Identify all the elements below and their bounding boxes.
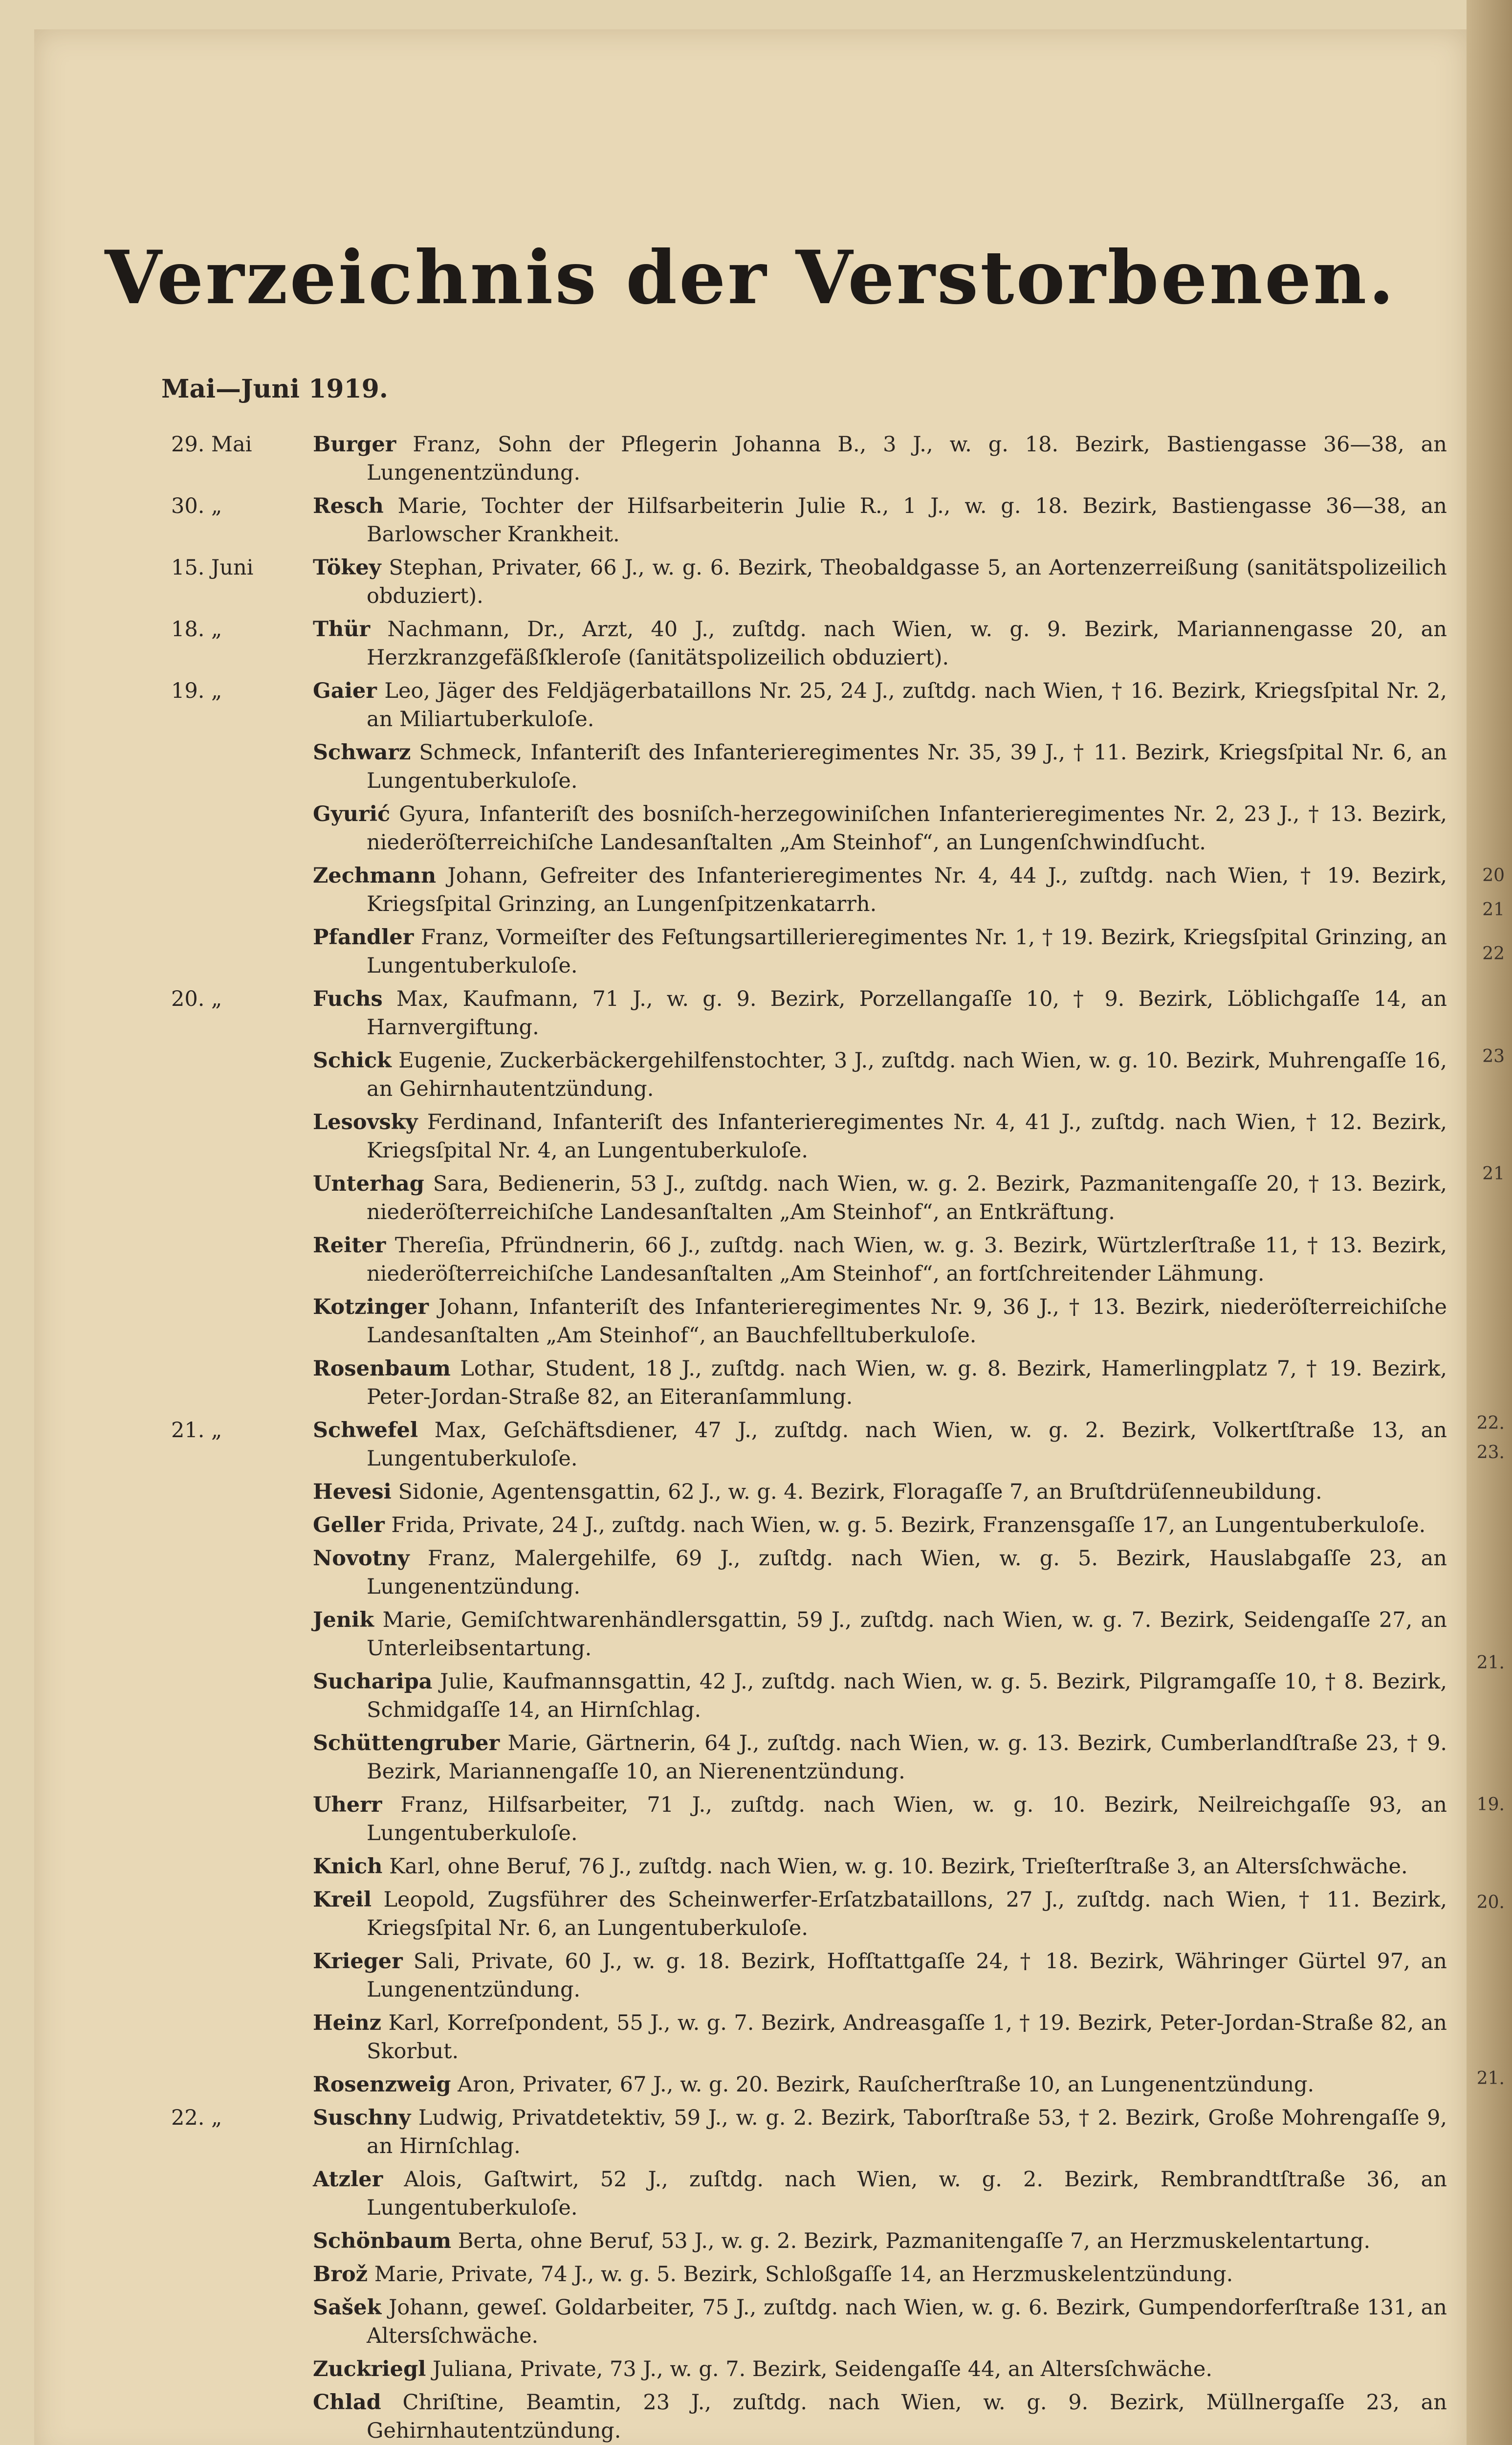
entry-surname: Tökey: [313, 556, 381, 580]
entry-surname: Pfandler: [313, 925, 414, 950]
entry-surname: Gyurić: [313, 802, 391, 826]
entry-text: [313, 1791, 1447, 1847]
entry-details: Marie, Gärtnerin, 64 J., zuſtdg. nach Wien, w. g. 13. Bezirk, Cumberlandſtraße 23, † 9. Bezirk, Mariannengaſſe 10, an Nierenentzündung.: [367, 1731, 1447, 1784]
entry-surname: Schönbaum: [313, 2229, 452, 2253]
entry-date: 15. Juni: [171, 556, 254, 580]
entry-text: [313, 738, 1447, 795]
entry-surname: Knich: [313, 1854, 383, 1879]
entry-details: Johann, geweſ. Goldarbeiter, 75 J., zuſtdg. nach Wien, w. g. 6. Bezirk, Gumpendorferſtraße 131, an Altersſchwäche.: [367, 2295, 1447, 2348]
entry-date: 19. „: [171, 679, 222, 703]
entry-details: Johann, Infanteriſt des Infanterieregimentes Nr. 9, 36 J., † 13. Bezirk, niederöſterreichiſche Landesanſtalten „Am Steinhof“, an Bauchfelltuberkuloſe.: [367, 1295, 1447, 1348]
entry-surname: Sašek: [313, 2295, 382, 2320]
register-entry: [34, 1886, 1467, 1942]
register-entry: [34, 1293, 1467, 1350]
entry-text: [313, 1231, 1447, 1288]
entry-surname: Atzler: [313, 2167, 383, 2192]
entry-details: Alois, Gaſtwirt, 52 J., zuſtdg. nach Wien, w. g. 2. Bezirk, Rembrandtſtraße 36, an Lungentuberkuloſe.: [367, 2167, 1447, 2220]
period-heading: Mai—Juni 1919.: [161, 374, 388, 404]
entry-details: Chriſtine, Beamtin, 23 J., zuſtdg. nach Wien, w. g. 9. Bezirk, Müllnergaſſe 23, an Gehirnhautentzündung.: [367, 2390, 1447, 2443]
entry-text: [313, 677, 1447, 734]
entry-date: 22. „: [171, 2106, 222, 2130]
entry-details: Schmeck, Infanteriſt des Infanterieregimentes Nr. 35, 39 J., † 11. Bezirk, Kriegsſpital Nr. 6, an Lungentuberkuloſe.: [367, 740, 1447, 793]
entry-surname: Brož: [313, 2262, 368, 2287]
entry-text: [313, 862, 1447, 918]
margin-number: 20.: [1476, 1892, 1505, 1912]
register-entry: [34, 2009, 1467, 2066]
entry-text: [313, 1606, 1447, 1663]
entry-surname: Reiter: [313, 1233, 386, 1258]
entry-details: Sali, Private, 60 J., w. g. 18. Bezirk, Hofſtattgaſſe 24, † 18. Bezirk, Währinger Gürtel 97, an Lungenentzündung.: [367, 1949, 1447, 2002]
entry-surname: Zuckriegl: [313, 2357, 426, 2381]
register-entry: [34, 554, 1467, 610]
entry-text: [313, 2227, 1447, 2255]
entry-surname: Unterhag: [313, 1172, 424, 1196]
entry-text: [313, 492, 1447, 549]
register-entry: [34, 1355, 1467, 1411]
entry-surname: Gaier: [313, 679, 377, 703]
entry-surname: Schwarz: [313, 740, 411, 765]
entry-text: [313, 2104, 1447, 2160]
entry-date: 30. „: [171, 494, 222, 518]
register-entry: [34, 800, 1467, 857]
entry-details: Sidonie, Agentensgattin, 62 J., w. g. 4. Bezirk, Floragaſſe 7, an Bruſtdrüſenneubildung.: [391, 1480, 1322, 1504]
entry-text: [313, 1667, 1447, 1724]
entry-text: [313, 1852, 1447, 1881]
entry-details: Lothar, Student, 18 J., zuſtdg. nach Wien, w. g. 8. Bezirk, Hamerlingplatz 7, † 19. Bezirk, Peter-Jordan-Straße 82, an Eiteranſammlung.: [367, 1356, 1447, 1409]
margin-number: 21: [1482, 900, 1505, 920]
entry-details: Thereſia, Pfründnerin, 66 J., zuſtdg. nach Wien, w. g. 3. Bezirk, Würtzlerſtraße 11, † 13. Bezirk, niederöſterreichiſche Landesanſtalten „Am Steinhof“, an fortſchreitender Lähmung.: [367, 1233, 1447, 1286]
death-register-list: [34, 430, 1467, 2445]
entry-text: [313, 1293, 1447, 1350]
entry-text: [313, 1170, 1447, 1226]
register-entry: [34, 2260, 1467, 2289]
entry-surname: Kotzinger: [313, 1295, 429, 1319]
entry-text: [313, 2070, 1447, 2099]
entry-details: Johann, Gefreiter des Infanterieregimentes Nr. 4, 44 J., zuſtdg. nach Wien, † 19. Bezirk, Kriegsſpital Grinzing, an Lungenſpitzenkatarrh.: [367, 864, 1447, 916]
entry-text: [313, 985, 1447, 1042]
register-entry: [34, 1170, 1467, 1226]
entry-details: Ludwig, Privatdetektiv, 59 J., w. g. 2. Bezirk, Taborſtraße 53, † 2. Bezirk, Große Mohrengaſſe 9, an Hirnſchlag.: [367, 2106, 1447, 2158]
margin-number: 19.: [1476, 1795, 1505, 1815]
entry-details: Franz, Vormeiſter des Feſtungsartillerieregimentes Nr. 1, † 19. Bezirk, Kriegsſpital Grinzing, an Lungentuberkuloſe.: [367, 925, 1447, 978]
entry-surname: Chlad: [313, 2390, 381, 2415]
entry-details: Leo, Jäger des Feldjägerbataillons Nr. 25, 24 J., zuſtdg. nach Wien, † 16. Bezirk, Kriegsſpital Nr. 2, an Miliartuberkuloſe.: [367, 679, 1447, 732]
entry-surname: Sucharipa: [313, 1669, 433, 1694]
entry-details: Nachmann, Dr., Arzt, 40 J., zuſtdg. nach Wien, w. g. 9. Bezirk, Mariannengasse 20, an Herzkranzgefäßſkleroſe (ſanitätspolizeilich obduziert).: [367, 617, 1447, 670]
entry-surname: Kreil: [313, 1888, 372, 1912]
register-entry: [34, 1791, 1467, 1847]
entry-details: Frida, Private, 24 J., zuſtdg. nach Wien, w. g. 5. Bezirk, Franzensgaſſe 17, an Lungentuberkuloſe.: [384, 1513, 1426, 1537]
entry-details: Karl, ohne Beruf, 76 J., zuſtdg. nach Wien, w. g. 10. Bezirk, Trieſterſtraße 3, an Altersſchwäche.: [382, 1854, 1408, 1879]
entry-text: [313, 1947, 1447, 2004]
entry-text: [313, 1886, 1447, 1942]
register-entry: [34, 1729, 1467, 1786]
entry-surname: Novotny: [313, 1546, 410, 1571]
entry-text: [313, 1416, 1447, 1473]
entry-text: [313, 800, 1447, 857]
register-entry: [34, 430, 1467, 487]
entry-text: [313, 1108, 1447, 1165]
register-entry: [34, 2388, 1467, 2445]
register-entry: [34, 615, 1467, 672]
margin-number: 23: [1482, 1046, 1505, 1067]
register-entry: [34, 1231, 1467, 1288]
entry-text: [313, 1478, 1447, 1506]
entry-text: [313, 2260, 1447, 2289]
register-entry: [34, 923, 1467, 980]
entry-surname: Rosenbaum: [313, 1356, 451, 1381]
margin-number: 21: [1482, 1164, 1505, 1184]
entry-text: [313, 554, 1447, 610]
entry-surname: Geller: [313, 1513, 385, 1537]
entry-surname: Thür: [313, 617, 371, 642]
entry-details: Stephan, Privater, 66 J., w. g. 6. Bezirk, Theobaldgasse 5, an Aortenzerreißung (sanitätspolizeilich obduziert).: [367, 556, 1447, 608]
page-title: Verzeichnis der Verstorbenen.: [105, 235, 1396, 321]
register-entry: [34, 1544, 1467, 1601]
entry-text: [313, 430, 1447, 487]
entry-date: 21. „: [171, 1418, 222, 1443]
register-entry: [34, 2070, 1467, 2099]
register-entry: [34, 1511, 1467, 1539]
entry-text: [313, 923, 1447, 980]
entry-surname: Suschny: [313, 2106, 411, 2130]
entry-date: 29. Mai: [171, 432, 252, 457]
register-entry: [34, 1606, 1467, 1663]
register-entry: [34, 2293, 1467, 2350]
document-page: [34, 29, 1467, 2445]
entry-date: 20. „: [171, 987, 222, 1011]
entry-surname: Rosenzweig: [313, 2072, 451, 2097]
entry-details: Eugenie, Zuckerbäckergehilfenstochter, 3 J., zuſtdg. nach Wien, w. g. 10. Bezirk, Muhrengaſſe 16, an Gehirnhautentzündung.: [367, 1048, 1447, 1101]
entry-text: [313, 1729, 1447, 1786]
entry-details: Karl, Korreſpondent, 55 J., w. g. 7. Bezirk, Andreasgaſſe 1, † 19. Bezirk, Peter-Jordan-Straße 82, an Skorbut.: [367, 2011, 1447, 2064]
entry-text: [313, 2355, 1447, 2383]
entry-surname: Schüttengruber: [313, 1731, 500, 1756]
entry-text: [313, 2293, 1447, 2350]
entry-details: Leopold, Zugsführer des Scheinwerfer-Erſatzbataillons, 27 J., zuſtdg. nach Wien, † 11. Bezirk, Kriegsſpital Nr. 6, an Lungentuberkuloſe.: [367, 1888, 1447, 1940]
entry-date: 18. „: [171, 617, 222, 642]
entry-surname: Krieger: [313, 1949, 403, 1974]
entry-text: [313, 615, 1447, 672]
register-entry: [34, 1852, 1467, 1881]
entry-text: [313, 1544, 1447, 1601]
entry-details: Max, Geſchäftsdiener, 47 J., zuſtdg. nach Wien, w. g. 2. Bezirk, Volkertſtraße 13, an Lungentuberkuloſe.: [367, 1418, 1447, 1471]
register-entry: [34, 1478, 1467, 1506]
entry-details: Ferdinand, Infanteriſt des Infanterieregimentes Nr. 4, 41 J., zuſtdg. nach Wien, † 12. Bezirk, Kriegsſpital Nr. 4, an Lungentuberkuloſe.: [367, 1110, 1447, 1163]
register-entry: [34, 985, 1467, 1042]
entry-text: [313, 2165, 1447, 2222]
margin-number: 21.: [1476, 1653, 1505, 1673]
entry-details: Marie, Private, 74 J., w. g. 5. Bezirk, Schloßgaſſe 14, an Herzmuskelentzündung.: [368, 2262, 1233, 2287]
entry-surname: Hevesi: [313, 1480, 392, 1504]
adjacent-page-margin-numbers: [1475, 0, 1505, 2445]
register-entry: [34, 677, 1467, 734]
entry-details: Aron, Privater, 67 J., w. g. 20. Bezirk, Rauſcherſtraße 10, an Lungenentzündung.: [451, 2072, 1315, 2097]
entry-details: Franz, Malergehilfe, 69 J., zuſtdg. nach Wien, w. g. 5. Bezirk, Hauslabgaſſe 23, an Lungenentzündung.: [367, 1546, 1447, 1599]
entry-surname: Uherr: [313, 1793, 382, 1817]
entry-surname: Schwefel: [313, 1418, 418, 1443]
register-entry: [34, 2104, 1467, 2160]
entry-surname: Burger: [313, 432, 396, 457]
entry-text: [313, 2388, 1447, 2445]
entry-details: Berta, ohne Beruf, 53 J., w. g. 2. Bezirk, Pazmanitengaſſe 7, an Herzmuskelentartung.: [451, 2229, 1371, 2253]
register-entry: [34, 1108, 1467, 1165]
entry-details: Gyura, Infanteriſt des bosniſch-herzegowiniſchen Infanterieregimentes Nr. 2, 23 J., † 13. Bezirk, niederöſterreichiſche Landesanſtalten „Am Steinhof“, an Lungenſchwindſucht.: [367, 802, 1447, 855]
margin-number: 21.: [1476, 2068, 1505, 2089]
entry-text: [313, 2009, 1447, 2066]
entry-surname: Jenik: [313, 1608, 374, 1632]
register-entry: [34, 2165, 1467, 2222]
entry-surname: Resch: [313, 494, 384, 518]
entry-details: Marie, Tochter der Hilfsarbeiterin Julie R., 1 J., w. g. 18. Bezirk, Bastiengasse 36—38, an Barlowscher Krankheit.: [367, 494, 1447, 547]
entry-details: Max, Kaufmann, 71 J., w. g. 9. Bezirk, Porzellangaſſe 10, † 9. Bezirk, Löblichgaſſe 14, an Harnvergiftung.: [367, 987, 1447, 1040]
register-entry: [34, 1947, 1467, 2004]
entry-surname: Heinz: [313, 2011, 382, 2035]
margin-number: 22.: [1476, 1413, 1505, 1433]
register-entry: [34, 2227, 1467, 2255]
margin-number: 23.: [1476, 1443, 1505, 1463]
entry-surname: Schick: [313, 1048, 392, 1073]
entry-surname: Zechmann: [313, 864, 437, 888]
margin-number: 20: [1482, 866, 1505, 886]
entry-details: Marie, Gemiſchtwarenhändlersgattin, 59 J., zuſtdg. nach Wien, w. g. 7. Bezirk, Seidengaſſe 27, an Unterleibsentartung.: [367, 1608, 1447, 1661]
entry-surname: Fuchs: [313, 987, 383, 1011]
entry-text: [313, 1046, 1447, 1103]
entry-details: Julie, Kaufmannsgattin, 42 J., zuſtdg. nach Wien, w. g. 5. Bezirk, Pilgramgaſſe 10, † 8. Bezirk, Schmidgaſſe 14, an Hirnſchlag.: [367, 1669, 1447, 1722]
entry-details: Sara, Bedienerin, 53 J., zuſtdg. nach Wien, w. g. 2. Bezirk, Pazmanitengaſſe 20, † 13. Bezirk, niederöſterreichiſche Landesanſtalten „Am Steinhof“, an Entkräftung.: [367, 1172, 1447, 1224]
register-entry: [34, 2355, 1467, 2383]
margin-number: 22: [1482, 944, 1505, 964]
register-entry: [34, 1416, 1467, 1473]
entry-details: Juliana, Private, 73 J., w. g. 7. Bezirk, Seidengaſſe 44, an Altersſchwäche.: [426, 2357, 1212, 2381]
entry-surname: Lesovsky: [313, 1110, 418, 1134]
register-entry: [34, 738, 1467, 795]
register-entry: [34, 492, 1467, 549]
entry-text: [313, 1355, 1447, 1411]
entry-details: Franz, Hilfsarbeiter, 71 J., zuſtdg. nach Wien, w. g. 10. Bezirk, Neilreichgaſſe 93, an Lungentuberkuloſe.: [367, 1793, 1447, 1845]
register-entry: [34, 1046, 1467, 1103]
register-entry: [34, 862, 1467, 918]
entry-details: Franz, Sohn der Pflegerin Johanna B., 3 J., w. g. 18. Bezirk, Bastiengasse 36—38, an Lungenentzündung.: [367, 432, 1447, 485]
entry-text: [313, 1511, 1447, 1539]
register-entry: [34, 1667, 1467, 1724]
